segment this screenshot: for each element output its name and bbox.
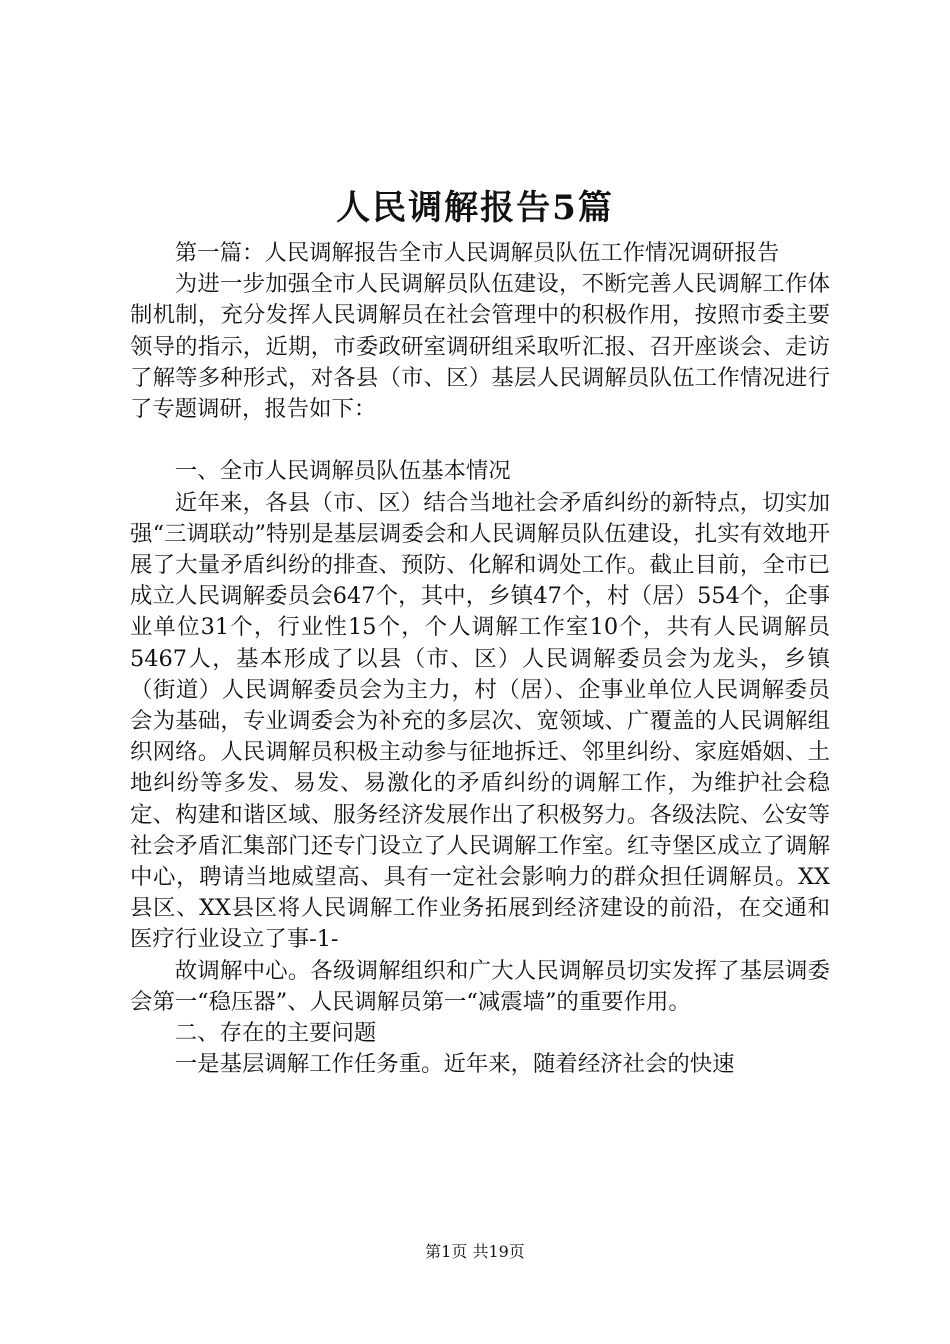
paragraph-problem-1: 一是基层调解工作任务重。近年来，随着经济社会的快速 <box>174 1051 735 1078</box>
document-body <box>130 238 830 1080</box>
paragraph-heading-1: 一、全市人民调解员队伍基本情况 <box>174 458 511 485</box>
document-title: 人民调解报告5篇 <box>336 188 614 228</box>
paragraph-intro: 为进一步加强全市人民调解员队伍建设，不断完善人民调解工作体制机制，充分发挥人民调解员在社会管理中的积极作用，按照市委主要领导的指示，近期，市委政研室调研组采取听汇报、召开座谈会、走访了解等多种形式，对各县（市、区）基层人民调解员队伍工作情况进行了专题调研，报告如下： <box>130 271 830 423</box>
paragraph-situation: 近年来，各县（市、区）结合当地社会矛盾纠纷的新特点，切实加强“三调联动”特别是基层调委会和人民调解员队伍建设，扎实有效地开展了大量矛盾纠纷的排查、预防、化解和调处工作。截止目前，全市已成立人民调解委员会647个，其中，乡镇47个，村（居）554个，企事业单位31个，行业性15个，个人调解工作室10个，共有人民调解员5467人，基本形成了以县（市、区）人民调解委员会为龙头，乡镇（街道）人民调解委员会为主力，村（居）、企事业单位人民调解委员会为基础，专业调委会为补充的多层次、宽领域、广覆盖的人民调解组织网络。人民调解员积极主动参与征地拆迁、邻里纠纷、家庭婚姻、土地纠纷等多发、易发、易激化的矛盾纠纷的调解工作，为维护社会稳定、构建和谐区域、服务经济发展作出了积极努力。各级法院、公安等社会矛盾汇集部门还专门设立了人民调解工作室。红寺堡区成立了调解中心，聘请当地威望高、具有一定社会影响力的群众担任调解员。XX县区、XX县区将人民调解工作业务拓展到经济建设的前沿，在交通和医疗行业设立了事-1- <box>130 489 830 953</box>
paragraph-continuation: 故调解中心。各级调解组织和广大人民调解员切实发挥了基层调委会第一“稳压器”、人民调解员第一“减震墙”的重要作用。 <box>130 957 830 1015</box>
paragraph-heading-2: 二、存在的主要问题 <box>174 1020 377 1047</box>
paragraph-section-heading: 第一篇：人民调解报告全市人民调解员队伍工作情况调研报告 <box>174 240 780 266</box>
page-footer: 第1页 共19页 <box>425 1242 525 1261</box>
